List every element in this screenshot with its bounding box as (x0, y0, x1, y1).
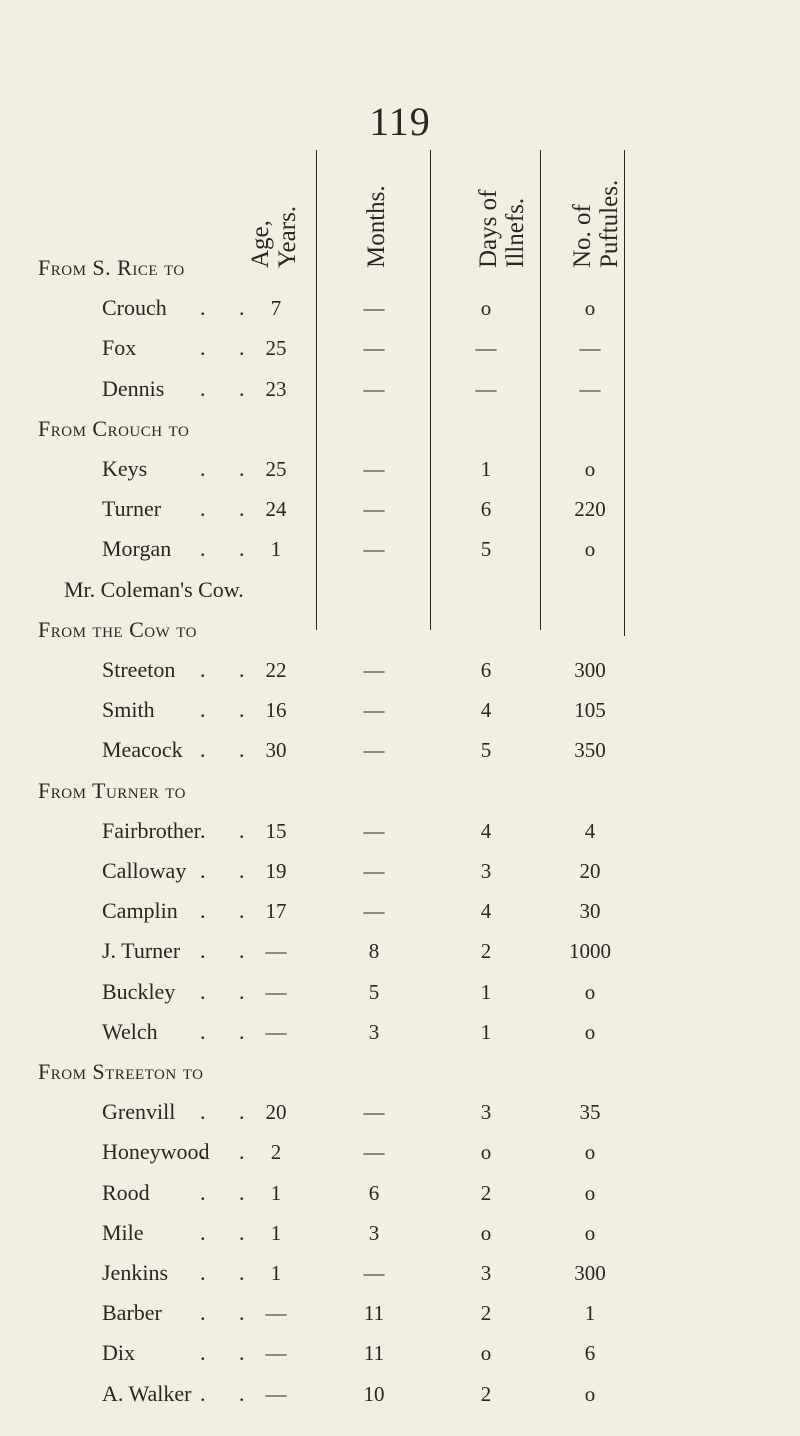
table-row (0, 1293, 800, 1333)
column-header-pustules-line2: Puftules. (596, 179, 623, 268)
table-row (0, 851, 800, 891)
leader-dots: . . (200, 456, 259, 481)
months-cell: — (363, 899, 385, 924)
pustules-cell: 30 (579, 899, 601, 924)
table-row (0, 1173, 800, 1213)
days-cell: 1 (480, 457, 492, 481)
months-cell: — (363, 497, 385, 522)
months-cell: 3 (368, 1220, 380, 1245)
pustules-cell: 350 (574, 738, 606, 763)
days-cell: 2 (480, 1180, 492, 1205)
patient-name: Fox (102, 335, 137, 361)
patient-name: Meacock (102, 737, 183, 763)
days-cell: 4 (480, 818, 492, 843)
pustules-cell: 20 (579, 859, 601, 883)
pustules-cell: 4 (584, 818, 596, 843)
patient-name: Buckley (102, 978, 176, 1004)
column-header-days-line2: Illnefs. (502, 197, 529, 268)
age-cell: — (265, 979, 287, 1004)
leader-dots: . . (200, 737, 259, 763)
pustules-cell: 300 (574, 1261, 606, 1285)
patient-name: Streeton (102, 657, 176, 682)
table-row (0, 891, 800, 931)
pustules-cell: 6 (584, 1341, 596, 1366)
patient-name: Keys (102, 456, 148, 481)
pustules-cell: 220 (574, 497, 606, 522)
days-cell: o (480, 1341, 492, 1366)
days-cell: 6 (480, 497, 492, 522)
patient-name: Dennis (102, 375, 165, 401)
months-cell: 11 (363, 1301, 385, 1326)
months-cell: — (363, 859, 385, 883)
table-row (0, 328, 800, 368)
patient-name: J. Turner (102, 938, 181, 964)
months-cell: 5 (368, 979, 380, 1004)
leader-dots: . . (200, 898, 259, 924)
months-cell: — (363, 698, 385, 723)
pustules-cell: o (584, 1180, 596, 1205)
pustules-cell: o (584, 457, 596, 481)
days-cell: 3 (480, 1261, 492, 1285)
days-cell: 6 (480, 658, 492, 682)
leader-dots: . . (200, 1099, 259, 1125)
table-row (0, 1253, 800, 1293)
pustules-cell: — (579, 336, 601, 361)
section-heading-row (0, 771, 800, 811)
section-heading: From the Cow to (38, 616, 197, 642)
table-row (0, 1132, 800, 1172)
section-heading: From S. Rice to (38, 255, 185, 280)
age-cell: 25 (265, 457, 287, 481)
days-cell: o (480, 1220, 492, 1245)
table-row (0, 1333, 800, 1373)
days-cell: o (480, 296, 492, 321)
days-cell: 3 (480, 859, 492, 883)
patient-name: Jenkins (102, 1260, 168, 1285)
leader-dots: . . (200, 1219, 259, 1245)
patient-name: Dix (102, 1340, 135, 1366)
leader-dots: . . (200, 1340, 259, 1366)
months-cell: — (363, 1100, 385, 1125)
months-cell: 8 (368, 939, 380, 964)
age-cell: 2 (270, 1140, 282, 1165)
months-cell: — (363, 376, 385, 401)
leader-dots: . . (200, 1139, 259, 1165)
months-cell: 3 (368, 1019, 380, 1044)
patient-name: Camplin (102, 898, 178, 924)
section-heading: From Streeton to (38, 1059, 204, 1084)
age-cell: 15 (265, 818, 287, 843)
months-cell: — (363, 296, 385, 321)
leader-dots: . . (200, 375, 259, 401)
pustules-cell: o (584, 1140, 596, 1165)
section-heading-row (0, 610, 800, 650)
table-row (0, 529, 800, 569)
section-heading: From Turner to (38, 777, 187, 803)
patient-name: Morgan (102, 536, 172, 562)
age-cell: 24 (265, 497, 287, 522)
months-cell: — (363, 537, 385, 562)
leader-dots: . . (200, 536, 259, 562)
table-row (0, 489, 800, 529)
age-cell: — (265, 939, 287, 964)
leader-dots: . . (200, 657, 259, 682)
age-cell: — (265, 1019, 287, 1044)
patient-name: Calloway (102, 858, 187, 883)
table-row (0, 730, 800, 770)
pustules-cell: 300 (574, 658, 606, 682)
section-heading-row (0, 1052, 800, 1092)
table-row (0, 1213, 800, 1253)
section-heading-row (0, 409, 800, 449)
column-header-days-line1: Days of (475, 189, 502, 268)
leader-dots: . . (200, 938, 259, 964)
table-row (0, 811, 800, 851)
patient-name: Mile (102, 1219, 144, 1245)
leader-dots: . . (200, 697, 259, 723)
note-row (0, 570, 800, 610)
leader-dots: . . (200, 295, 259, 321)
age-cell: 30 (265, 738, 287, 763)
pustules-cell: o (584, 1220, 596, 1245)
pustules-cell: o (584, 1381, 596, 1406)
age-cell: 23 (265, 376, 287, 401)
table-row (0, 1012, 800, 1052)
age-cell: 17 (265, 899, 287, 924)
days-cell: — (475, 376, 497, 401)
age-cell: 1 (270, 1180, 282, 1205)
months-cell: 11 (363, 1341, 385, 1366)
section-heading: From Crouch to (38, 415, 190, 441)
leader-dots: . . (200, 817, 259, 843)
pustules-cell: 105 (574, 698, 606, 723)
days-cell: 1 (480, 979, 492, 1004)
days-cell: 5 (480, 537, 492, 562)
months-cell: 10 (363, 1381, 385, 1406)
days-cell: 4 (480, 698, 492, 723)
patient-name: Rood (102, 1179, 150, 1205)
patient-name: Fairbrother (102, 817, 201, 843)
days-cell: o (480, 1140, 492, 1165)
patient-name: Smith (102, 697, 155, 723)
pustules-cell: — (579, 376, 601, 401)
age-cell: 7 (270, 296, 282, 321)
age-cell: 22 (265, 658, 287, 682)
leader-dots: . . (200, 858, 259, 883)
leader-dots: . . (200, 496, 259, 522)
days-cell: 3 (480, 1100, 492, 1125)
leader-dots: . . (200, 1260, 259, 1285)
pustules-cell: o (584, 979, 596, 1004)
table-row (0, 972, 800, 1012)
table-row (0, 449, 800, 489)
table-row (0, 369, 800, 409)
age-cell: 16 (265, 698, 287, 723)
table-row (0, 650, 800, 690)
leader-dots: . . (200, 1018, 259, 1044)
months-cell: — (363, 1261, 385, 1285)
leader-dots: . . (200, 978, 259, 1004)
days-cell: 2 (480, 1301, 492, 1326)
months-cell: 6 (368, 1180, 380, 1205)
leader-dots: . . (200, 1179, 259, 1205)
patient-name: Barber (102, 1300, 162, 1326)
patient-name: Honeywood (102, 1139, 210, 1165)
leader-dots: . . (200, 1380, 259, 1406)
column-header-months-line1: Months. (363, 185, 390, 268)
pustules-cell: 1000 (569, 939, 611, 964)
days-cell: 5 (480, 738, 492, 763)
days-cell: 1 (480, 1019, 492, 1044)
age-cell: — (265, 1381, 287, 1406)
page-number: 119 (369, 99, 431, 144)
months-cell: — (363, 738, 385, 763)
age-cell: 25 (265, 336, 287, 361)
age-cell: — (265, 1301, 287, 1326)
leader-dots: . . (200, 1300, 259, 1326)
months-cell: — (363, 1140, 385, 1165)
patient-name: Mr. Coleman's Cow. (64, 576, 244, 602)
days-cell: 2 (480, 939, 492, 964)
age-cell: 1 (270, 1261, 282, 1285)
patient-name: A. Walker (102, 1380, 192, 1406)
pustules-cell: o (584, 296, 596, 321)
months-cell: — (363, 457, 385, 481)
months-cell: — (363, 336, 385, 361)
age-cell: 1 (270, 537, 282, 562)
age-cell: 20 (265, 1100, 287, 1125)
pustules-cell: o (584, 537, 596, 562)
days-cell: 4 (480, 899, 492, 924)
days-cell: 2 (480, 1381, 492, 1406)
table-row (0, 288, 800, 328)
age-cell: — (265, 1341, 287, 1366)
section-heading-row (0, 248, 800, 288)
pustules-cell: o (584, 1019, 596, 1044)
pustules-cell: 1 (584, 1301, 596, 1326)
patient-name: Crouch (102, 295, 167, 321)
age-cell: 19 (265, 859, 287, 883)
table-row (0, 1092, 800, 1132)
table-row (0, 690, 800, 730)
column-header-age-line1: Age, (247, 220, 274, 268)
months-cell: — (363, 818, 385, 843)
table-row (0, 1374, 800, 1414)
patient-name: Turner (102, 496, 162, 522)
days-cell: — (475, 336, 497, 361)
table-row (0, 931, 800, 971)
column-header-pustules-line1: No. of (569, 204, 596, 268)
column-header-age-line2: Years. (274, 205, 301, 268)
months-cell: — (363, 658, 385, 682)
leader-dots: . . (200, 335, 259, 361)
age-cell: 1 (270, 1220, 282, 1245)
patient-name: Grenvill (102, 1099, 176, 1125)
pustules-cell: 35 (579, 1100, 601, 1125)
patient-name: Welch (102, 1018, 158, 1044)
